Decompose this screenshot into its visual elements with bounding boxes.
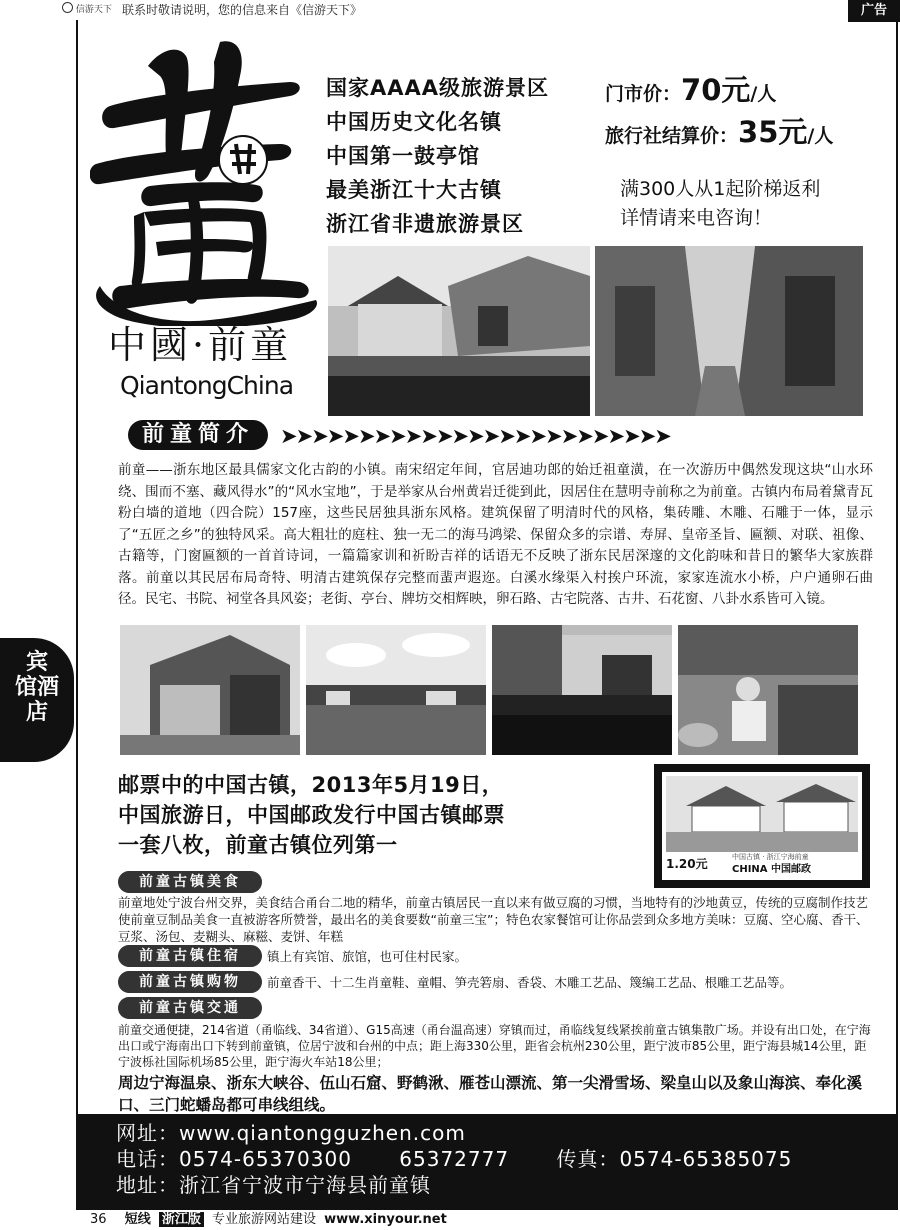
ad-tag: 广告 <box>848 0 900 22</box>
stamp-value: 1.20元 <box>666 857 708 871</box>
calligraphy-logo <box>90 36 320 326</box>
stamp-country: CHINA 中国邮政 <box>732 864 812 875</box>
category-tab: 宾 馆酒 店 <box>0 638 74 762</box>
address-line: 地址：浙江省宁波市宁海县前童镇 <box>116 1173 431 1197</box>
website-line: 网址：www.qiantongguzhen.com <box>116 1121 466 1145</box>
agency-price: 旅行社结算价：35元/人 <box>605 115 834 149</box>
phone-line: 电话：0574-65370300 65372777 传真：0574-65385075 <box>116 1147 793 1171</box>
honor-item: 国家AAAA级旅游景区 <box>326 76 550 100</box>
contact-panel <box>78 1114 896 1210</box>
postage-stamp <box>654 764 870 888</box>
honor-item: 最美浙江十大古镇 <box>326 178 502 202</box>
top-bar <box>0 0 900 20</box>
stamp-caption: 中国古镇 · 浙江宁海前童 <box>732 853 809 861</box>
photo-ancient-house <box>120 625 300 755</box>
honor-item: 中国第一鼓亭馆 <box>326 144 480 168</box>
photo-villager <box>678 625 858 755</box>
shopping-title: 前童古镇购物 <box>118 971 262 993</box>
stamp-headline: 邮票中的中国古镇，2013年5月19日， 中国旅游日，中国邮政发行中国古镇邮票 一套八枚，前童古镇位列第一 <box>118 773 505 857</box>
phone-number: 65372777 <box>399 1147 510 1171</box>
rebate-offer: 满300人从1起阶梯返利 <box>620 178 821 200</box>
honor-item: 中国历史文化名镇 <box>326 110 502 134</box>
arrow-divider: ➤➤➤➤➤➤➤➤➤➤➤➤➤➤➤➤➤➤➤➤➤➤➤➤➤ <box>280 424 670 448</box>
section-name: 短线 <box>124 1212 151 1227</box>
page-number: 36 <box>90 1212 107 1227</box>
transport-title: 前童古镇交通 <box>118 997 262 1019</box>
food-title: 前童古镇美食 <box>118 871 262 893</box>
slogan: 专业旅游网站建设 <box>212 1212 317 1227</box>
intro-title: 前童简介 <box>128 420 268 450</box>
page-footer <box>90 1212 447 1228</box>
lodging-text: 镇上有宾馆、旅馆，也可住村民家。 <box>267 949 468 964</box>
edition-badge: 浙江版 <box>159 1212 204 1227</box>
stamp-illustration <box>666 776 858 852</box>
fax-number: 0574-65385075 <box>619 1147 793 1171</box>
photo-old-street <box>595 246 863 416</box>
food-text: 前童地处宁波台州交界，美食结合甬台二地的精华，前童古镇居民一直以来有做豆腐的习惯，当地特有的沙地黄豆，传统的豆腐制作技艺使前童豆制品美食一直被游客所赞誉，最出名的美食要数“前童三宝”；特色农家餐馆可让你品尝到众多地方美味：豆腐、空心腐、香干、豆浆、汤包、麦糊头、麻糍、麦饼、年糕 <box>118 895 869 944</box>
photo-canal-houses <box>328 246 590 416</box>
source-notice: 联系时敬请说明，您的信息来自《信游天下》 <box>122 3 363 17</box>
globe-icon <box>62 2 73 13</box>
transport-text: 前童交通便捷，214省道（甬临线、34省道）、G15高速（甬台温高速）穿镇而过，甬临线复线紧挨前童古镇集散广场。并设有出口处，在宁海出口或宁海南出口下转到前童镇，位居宁波和台州的中点；距上海330公里，距省会杭州230公里，距宁波市85公里，距宁海县城14公里，距宁波栎社国际机场85公里，距宁海火车站18公里； <box>118 1023 871 1069</box>
brand-chinese-name: 中國·前童 <box>108 323 293 367</box>
intro-text: 前童——浙东地区最具儒家文化古韵的小镇。南宋绍定年间，官居迪功郎的始迁祖童潢，在一次游历中偶然发现这块“山水环绕、围而不塞、藏风得水”的“风水宝地”，于是举家从台州黄岩迁徙到此，因居住在慧明寺前称之为前童。古镇内布局着黛青瓦粉白墙的道地（四合院）157座，这些民居独具浙东风格。建筑保留了明清时代的风格，集砖雕、木雕、石雕于一体，显示了“五匠之乡”的独特风采。高大粗壮的庭柱、独一无二的海马鸿梁、保留众多的宗谱、寿屏、皇帝圣旨、匾额、对联、祖像、古籍等，门窗匾额的一首首诗词，一篇篇家训和祈盼吉祥的话语无不反映了浙东民居深邃的文化韵味和昔日的繁华大家族群落。前童以其民居布局奇特、明清古建筑保存完整而蜚声遐迩。白溪水缘渠入村挨户环流，家家连流水小桥，户户通卵石曲径。民宅、书院、祠堂各具风姿；老街、亭台、牌坊交相辉映，卵石路、古宅院落、古井、石花窗、八卦水系皆可入镜。 <box>118 462 873 607</box>
site-link[interactable]: www.xinyour.net <box>324 1212 447 1227</box>
phone-number: 0574-65370300 <box>179 1147 352 1171</box>
ticket-price: 门市价：70元/人 <box>605 73 777 107</box>
address: 浙江省宁波市宁海县前童镇 <box>179 1173 431 1197</box>
brand-english-name: QiantongChina <box>120 371 294 400</box>
publisher-logo: 信游天下 <box>62 2 112 17</box>
rebate-note: 详情请来电咨询！ <box>620 207 773 229</box>
lodging-title: 前童古镇住宿 <box>118 945 262 967</box>
photo-canal-walk <box>492 625 672 755</box>
shopping-text: 前童香干、十二生肖童鞋、童帽、笋壳箬扇、香袋、木雕工艺品、篾编工艺品、根雕工艺品等。 <box>267 975 793 990</box>
nearby-attractions: 周边宁海温泉、浙东大峡谷、伍山石窟、野鹤湫、雁苍山漂流、第一尖滑雪场、梁皇山以及象山海滨、奉化溪口、三门蛇蟠岛都可串线组线。 <box>118 1074 863 1114</box>
photo-courtyard <box>306 625 486 755</box>
website-link[interactable]: www.qiantongguzhen.com <box>179 1121 466 1145</box>
honor-item: 浙江省非遗旅游景区 <box>326 212 524 236</box>
